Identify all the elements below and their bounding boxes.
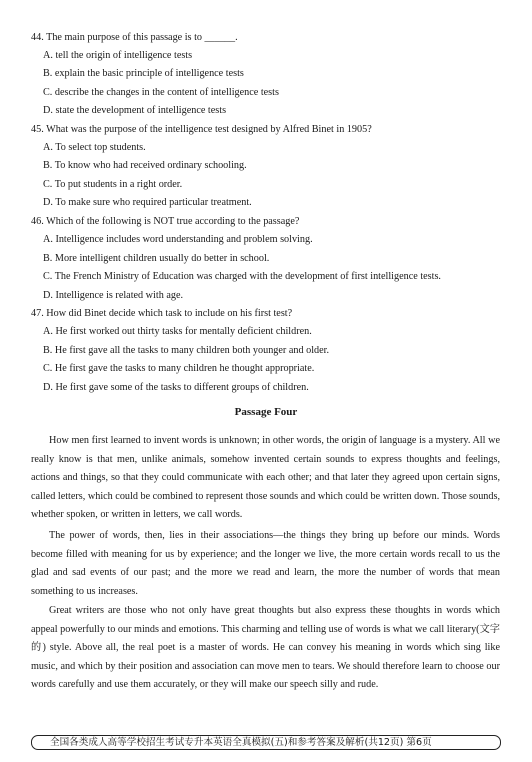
footer-text: 全国各类成人高等学校招生考试专升本英语全真模拟(五)和参考答案及解析(共12页) 第6页	[50, 737, 432, 748]
passage-paragraph-2-text: The power of words, then, lies in their associations—the things they bring up before our minds. Words become filled with meaning for us by experience; and the longer we live, the more certain words recall to us the glad and sad events of our past; and the more we read and learn, the more the number of words that mean something to us increases.	[31, 530, 500, 597]
question-46-option-a: A. Intelligence includes word understanding and problem solving.	[43, 234, 313, 245]
question-47-option-d: D. He first gave some of the tasks to different groups of children.	[43, 382, 309, 393]
question-45-option-c: C. To put students in a right order.	[43, 179, 183, 190]
question-44-option-b: B. explain the basic principle of intelligence tests	[43, 68, 244, 79]
passage-paragraph-1-text: How men first learned to invent words is unknown; in other words, the origin of language is a mystery. All we really know is that men, unlike animals, somehow invented certain sounds to express thoughts and feelings, actions and things, so that they could communicate with each other; and that later they agreed upon certain signs, called letters, which could be combined to represent those sounds and which could be written down. Those sounds, whether spoken, or written in letters, we call words.	[31, 435, 500, 521]
question-47-stem: 47. How did Binet decide which task to include on his first test?	[31, 308, 293, 319]
question-47-option-c: C. He first gave the tasks to many children he thought appropriate.	[43, 363, 315, 374]
question-46-stem: 46. Which of the following is NOT true according to the passage?	[31, 216, 300, 227]
question-46-option-c: C. The French Ministry of Education was charged with the development of first intelligence tests.	[43, 271, 441, 282]
page-footer	[31, 735, 501, 750]
passage-paragraph-3	[31, 602, 500, 695]
question-45-option-b: B. To know who had received ordinary schooling.	[43, 160, 247, 171]
question-44-stem: 44. The main purpose of this passage is to ______.	[31, 32, 238, 43]
passage-paragraph-2	[31, 527, 500, 601]
passage-title: Passage Four	[234, 406, 298, 418]
question-45-option-d: D. To make sure who required particular treatment.	[43, 197, 252, 208]
question-47-option-b: B. He first gave all the tasks to many children both younger and older.	[43, 345, 330, 356]
passage-paragraph-1	[31, 432, 500, 525]
question-46-option-b: B. More intelligent children usually do better in school.	[43, 253, 270, 264]
passage-paragraph-3-text: Great writers are those who not only have great thoughts but also express these thoughts in words which appeal powerfully to our minds and emotions. This charming and telling use of words is what we call literary(文字的) style. Above all, the real poet is a master of words. He can convey his meaning in words which sing like music, and which by their position and association can move men to tears. We should therefore learn to choose our words carefully and use them accurately, or they will make our speech silly and rude.	[31, 605, 500, 691]
question-44-option-a: A. tell the origin of intelligence tests	[43, 50, 193, 61]
question-46-option-d: D. Intelligence is related with age.	[43, 290, 184, 301]
question-44-option-d: D. state the development of intelligence tests	[43, 105, 227, 116]
question-45-option-a: A. To select top students.	[43, 142, 146, 153]
question-47-option-a: A. He first worked out thirty tasks for mentally deficient children.	[43, 326, 312, 337]
question-45-stem: 45. What was the purpose of the intelligence test designed by Alfred Binet in 1905?	[31, 124, 372, 135]
question-44-option-c: C. describe the changes in the content of intelligence tests	[43, 87, 279, 98]
